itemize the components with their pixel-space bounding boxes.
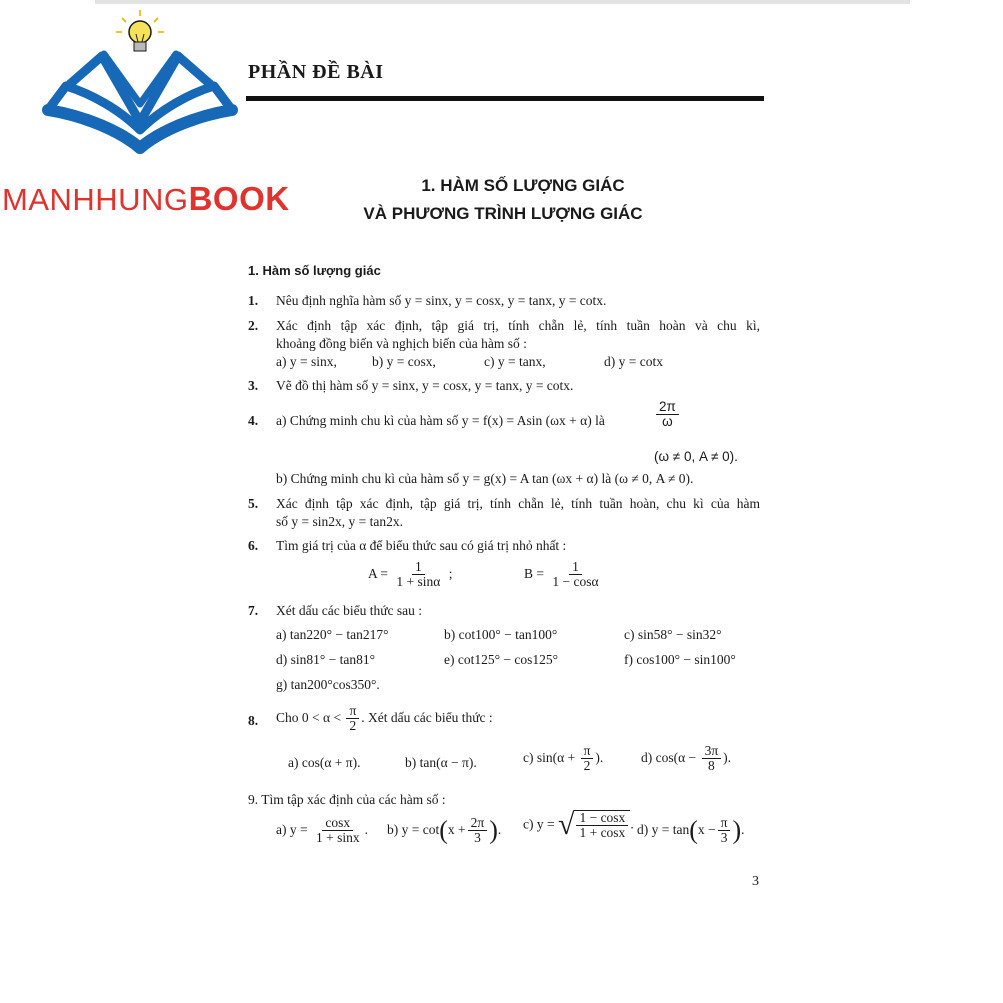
q7-item-c: c) sin58° − sin32° — [624, 627, 722, 642]
q9-b-post: . — [497, 821, 502, 837]
fraction-numerator: 3π — [702, 744, 722, 759]
fraction-numerator: 1 — [412, 560, 425, 575]
q8-number: 8. — [248, 713, 259, 728]
q1-number: 1. — [248, 293, 259, 308]
q9-a-pre: a) y = — [276, 821, 308, 837]
q2-line2: khoảng đồng biến và nghịch biến của hàm số : — [276, 336, 527, 351]
q9-b-inner: x + — [447, 821, 466, 837]
q6-expression-B — [524, 560, 604, 589]
q9-b-pre: b) y = cot — [387, 821, 440, 837]
fraction-denominator: 2 — [583, 758, 591, 774]
q4-part-a-condition: (ω ≠ 0, A ≠ 0). — [654, 449, 738, 464]
q8-item-a: a) cos(α + π). — [288, 755, 361, 770]
fraction-numerator: 1 — [569, 560, 582, 575]
q2-line1: Xác định tập xác định, tập giá trị, tính chẵn lẻ, tính tuần hoàn và chu kì, — [276, 318, 760, 333]
q7-item-g: g) tan200°cos350°. — [276, 677, 380, 692]
q4-period-fraction — [654, 400, 681, 429]
q9-item-b — [387, 816, 501, 845]
q7-item-f: f) cos100° − sin100° — [624, 652, 736, 667]
q3-number: 3. — [248, 378, 259, 393]
brand-name-bold: BOOK — [188, 180, 290, 217]
q4-part-a-text: a) Chứng minh chu kì của hàm số y = f(x) = Asin (ωx + α) là — [276, 413, 605, 428]
q9-title: 9. Tìm tập xác định của các hàm số : — [248, 792, 446, 807]
section-title: PHẦN ĐỀ BÀI — [248, 61, 384, 83]
q8-d-post: ). — [723, 749, 732, 765]
q7-item-a: a) tan220° − tan217° — [276, 627, 389, 642]
q4-part-b-text: b) Chứng minh chu kì của hàm số y = g(x) = A tan (ωx + α) là (ω ≠ 0, A ≠ 0). — [276, 471, 694, 486]
q5-line1: Xác định tập xác định, tập giá trị, tính chẵn lẻ, tính tuần hoàn, chu kì của hàm — [276, 496, 760, 511]
lightbulb-icon — [116, 10, 164, 51]
fraction-denominator: 8 — [707, 758, 715, 774]
q7-number: 7. — [248, 603, 259, 618]
sqrt-icon: √ — [557, 808, 575, 842]
square-root — [558, 810, 630, 840]
fraction-numerator: π — [581, 744, 594, 759]
fraction-denominator: 2 — [349, 718, 357, 734]
page-number: 3 — [752, 874, 759, 889]
q8-c-pre: c) sin(α + — [523, 749, 576, 765]
q7-item-d: d) sin81° − tan81° — [276, 652, 376, 667]
q9-c-post: . — [630, 816, 634, 832]
q2-option-a: a) y = sinx, — [276, 354, 337, 369]
fraction-denominator: 3 — [474, 830, 481, 846]
fraction-denominator: 1 + sinx — [315, 830, 360, 846]
chapter-title-line1: 1. HÀM SỐ LƯỢNG GIÁC — [421, 176, 625, 195]
q9-d-inner: x − — [697, 821, 716, 837]
q9-item-d — [637, 816, 745, 845]
q8-pre: Cho 0 < α < — [276, 709, 342, 725]
q8-item-c — [523, 744, 603, 773]
open-paren: ( — [689, 815, 698, 845]
q2-option-b: b) y = cosx, — [372, 354, 436, 369]
q8-item-d — [641, 744, 731, 773]
q9-item-a — [276, 816, 368, 845]
q8-post: . Xét dấu các biểu thức : — [361, 709, 493, 725]
expr-B-lhs: B = — [524, 565, 544, 581]
q2-number: 2. — [248, 318, 259, 333]
expr-separator: ; — [448, 565, 453, 581]
q7-item-b: b) cot100° − tan100° — [444, 627, 558, 642]
fraction-numerator: π — [718, 816, 731, 831]
chapter-title-line2: VÀ PHƯƠNG TRÌNH LƯỢNG GIÁC — [363, 204, 643, 223]
q8-c-post: ). — [595, 749, 604, 765]
open-paren: ( — [439, 815, 448, 845]
close-paren: ) — [732, 815, 742, 845]
brand-name-regular: MANHHUNG — [2, 182, 189, 217]
q9-d-pre: d) y = tan — [637, 821, 690, 837]
fraction-numerator: π — [346, 704, 359, 719]
q1-text: Nêu định nghĩa hàm số y = sinx, y = cosx, y = tanx, y = cotx. — [276, 293, 607, 308]
q6-expression-A — [368, 560, 452, 589]
q9-item-c — [523, 810, 634, 840]
q8-d-pre: d) cos(α − — [641, 749, 697, 765]
fraction-denominator: 1 + cosx — [579, 825, 626, 841]
q6-number: 6. — [248, 538, 259, 553]
fraction-numerator: 1 − cosx — [576, 811, 628, 826]
q9-c-pre: c) y = — [523, 816, 555, 832]
q7-item-e: e) cot125° − cos125° — [444, 652, 559, 667]
close-paren: ) — [489, 815, 498, 845]
fraction-denominator: 3 — [720, 830, 728, 846]
q4-number: 4. — [248, 413, 259, 428]
expr-A-lhs: A = — [368, 565, 388, 581]
fraction-denominator: 1 − cosα — [552, 574, 599, 590]
fraction-numerator: 2π — [656, 400, 679, 415]
q5-line2: số y = sin2x, y = tan2x. — [276, 514, 403, 529]
q5-number: 5. — [248, 496, 259, 511]
q2-option-d: d) y = cotx — [604, 354, 663, 369]
q2-option-c: c) y = tanx, — [484, 354, 546, 369]
brand-wordmark — [2, 180, 290, 218]
q9-d-post: . — [741, 821, 745, 837]
q3-text: Vẽ đồ thị hàm số y = sinx, y = cosx, y = tanx, y = cotx. — [276, 378, 574, 393]
subsection-title: 1. Hàm số lượng giác — [248, 263, 381, 278]
fraction-numerator: cosx — [322, 816, 353, 831]
fraction-denominator: ω — [662, 414, 673, 430]
fraction-numerator: 2π — [468, 816, 488, 831]
q9-a-post: . — [364, 821, 368, 837]
section-rule — [246, 96, 764, 101]
q7-text: Xét dấu các biểu thức sau : — [276, 603, 423, 618]
q6-text: Tìm giá trị của α để biểu thức sau có giá trị nhỏ nhất : — [276, 538, 567, 553]
top-divider — [95, 0, 910, 4]
book-logo-icon — [40, 6, 240, 176]
q8-item-b: b) tan(α − π). — [405, 755, 477, 770]
fraction-denominator: 1 + sinα — [396, 574, 441, 590]
q8-condition — [276, 704, 493, 733]
